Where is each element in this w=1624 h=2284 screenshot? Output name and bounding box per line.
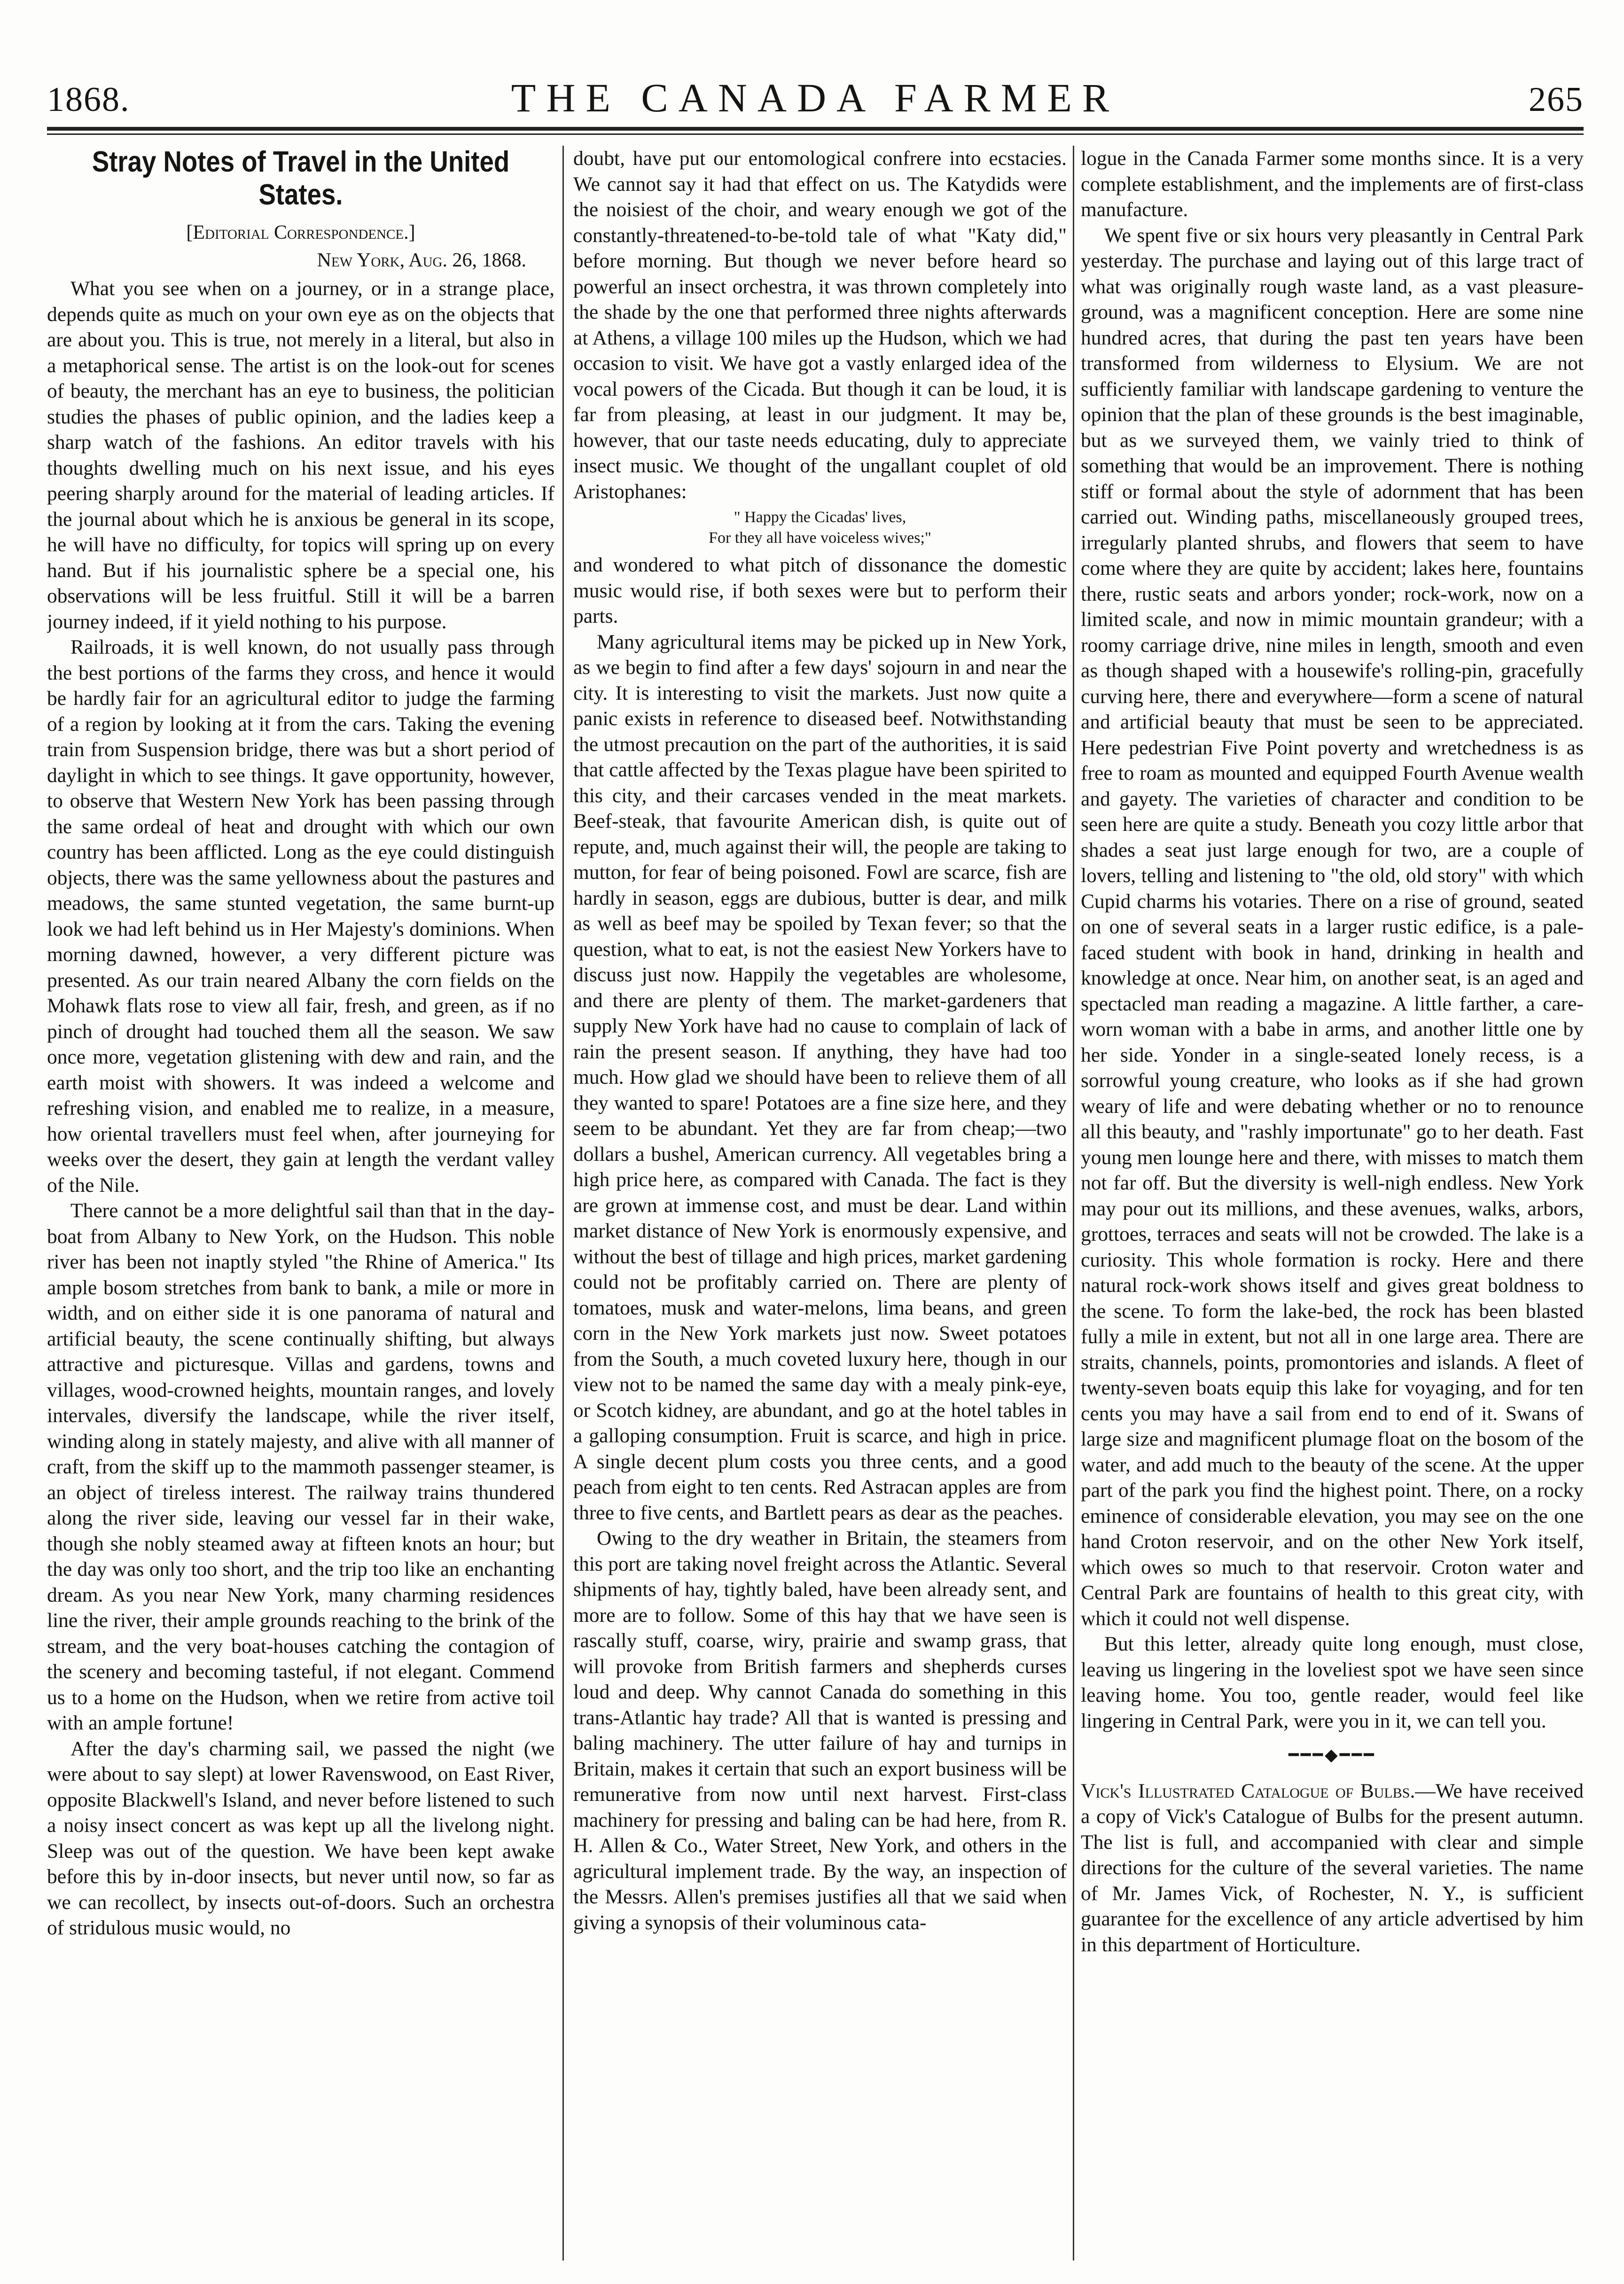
page-header bbox=[47, 70, 1584, 127]
notice-title: Vick's Illustrated Catalogue of Bulbs. bbox=[1081, 1779, 1415, 1802]
column-divider-1 bbox=[562, 146, 564, 2261]
column-3 bbox=[1081, 146, 1584, 2261]
paragraph: Railroads, it is well known, do not usually pass through the best portions of the farms they cross, and hence it would be hardly fair for an agricultural editor to judge the farming of a region by looking at it from the cars. Taking the evening train from Suspension bridge, there was but a short period of daylight in which to see things. It gave opportunity, however, to observe that Western New York has been passing through the same ordeal of heat and drought with which our own country has been afflicted. Long as the eye could distinguish objects, there was the same yellowness about the pastures and meadows, the same stunted vegetation, the same burnt-up look we had left behind us in Her Majesty's dominions. When morning dawned, however, a very different picture was presented. As our train neared Albany the corn fields on the Mohawk flats rose to view all fair, fresh, and green, as if no pinch of drought had touched them all the season. We saw once more, vegetation glistening with dew and rain, and the earth moist with showers. It was indeed a welcome and refreshing vision, and enabled me to realize, in a measure, how oriental travellers must feel when, after journeying for weeks over the desert, they gain at length the verdant valley of the Nile. bbox=[47, 636, 554, 1197]
ornament-divider-icon: ━━━◆━━━ bbox=[1288, 1745, 1376, 1764]
article-byline: [Editorial Correspondence.] bbox=[186, 222, 415, 243]
column-2 bbox=[573, 146, 1067, 2261]
header-rule-thin bbox=[47, 133, 1584, 135]
article-dateline: New York, Aug. 26, 1868. bbox=[317, 249, 526, 271]
paragraph: Owing to the dry weather in Britain, the steamers from this port are taking novel freight across the Atlantic. Several shipments of hay, tightly baled, have been already sent, and more are to follow. Some of this hay that we have seen is rascally stuff, coarse, wiry, prairie and swamp grass, that will provoke from British farmers and shepherds curses loud and deep. Why cannot Canada do something in this trans-Atlantic hay trade? All that is wanted is pressing and baling machinery. The utter failure of hay and turnips in Britain, makes it certain that such an export business will be remunerative from now until next harvest. First-class machinery for pressing and baling can be had here, from R. H. Allen & Co., Water Street, New York, and others in the agricultural implement trade. By the way, an inspection of the Messrs. Allen's premises justifies all that we said when giving a synopsis of their voluminous cata- bbox=[573, 1527, 1067, 1934]
paragraph: What you see when on a journey, or in a strange place, depends quite as much on your own eye as on the objects that are about you. This is true, not merely in a literal, but also in a metaphorical sense. The artist is on the look-out for scenes of beauty, the merchant has an eye to business, the politician studies the phases of public opinion, and the ladies keep a sharp watch of the fashions. An editor travels with his thoughts dwelling much on his next issue, and his eyes peering sharply around for the material of leading articles. If the journal about which he is anxious be general in its scope, he will have no difficulty, for topics will spring up on every hand. But if his journalistic sphere be a special one, his observations will be less fruitful. Still it will be a barren journey indeed, if it yield nothing to his purpose. bbox=[47, 277, 554, 633]
verse-line: " Happy the Cicadas' lives, bbox=[734, 508, 906, 526]
notice-body: —We have received a copy of Vick's Catalogue of Bulbs for the present autumn. The list is full, and accompanied with clear and simple directions for the culture of the several varieties. The name of Mr. James Vick, of Rochester, N. Y., is sufficient guarantee for the excellence of any article advertised by him in this department of Horticulture. bbox=[1081, 1779, 1584, 1956]
article-title: Stray Notes of Travel in the United States. bbox=[92, 146, 510, 211]
paragraph: We spent five or six hours very pleasantly in Central Park yesterday. The purchase and laying out of this large tract of what was originally rough waste land, as a vast pleasure-ground, was a magnificent conception. Here are some nine hundred acres, that during the past ten years have been transformed from wilderness to Elysium. We are not sufficiently familiar with landscape gardening to venture the opinion that the plan of these grounds is the best imaginable, but as we surveyed them, we vainly tried to think of something that would be an improvement. There is nothing stiff or formal about the style of adornment that has been carried out. Winding paths, miscellaneously grouped trees, irregularly planted shrubs, and flowers that seem to have come where they are quite by accident; lakes here, fountains there, rustic seats and arbors yonder; rock-work, now on a limited scale, and now in mimic mountain grandeur; with a roomy carriage drive, nine miles in length, smooth and even as though shaped with a housewife's rolling-pin, gracefully curving here, there and everywhere—form a scene of natural and artificial beauty that must be seen to be appreciated. Here pedestrian Five Point poverty and wretchedness is as free to roam as mounted and equipped Fourth Avenue wealth and gayety. The varieties of character and condition to be seen here are quite a study. Beneath you cozy little arbor that shades a seat just large enough for two, are a couple of lovers, telling and listening to "the old, old story" with which Cupid charms his votaries. There on a rise of ground, seated on one of several seats in a larger rustic edifice, is a pale-faced student with book in hand, drinking in health and knowledge at once. Near him, on another seat, is an aged and spectacled man reading a magazine. A little farther, a care-worn woman with a babe in arms, and another little one by her side. Yonder in a single-seated lonely recess, is a sorrowful young creature, who looks as if she had grown weary of life and were debating whether or no to renounce all this beauty, and "rashly importunate" go to her death. Fast young men lounge here and there, with misses to match them not far off. But the diversity is well-nigh endless. New York may pour out its millions, and these avenues, walks, arbors, grottoes, terraces and seats will not be crowded. The lake is a curiosity. This whole formation is rocky. Here and there natural rock-work shows itself and gives great boldness to the scene. To form the lake-bed, the rock has been blasted fully a mile in extent, but not all in one large area. There are straits, channels, points, promontories and islands. A fleet of twenty-seven boats equip this lake for voyaging, and for ten cents you may have a sail from end to end of it. Swans of large size and magnificent plumage float on the bosom of the water, and add much to the beauty of the scene. At the upper part of the park you find the highest point. There, on a rocky eminence of considerable elevation, you may see on the one hand Croton reservoir, and on the other New York itself, which owes so much to that reservoir. Croton water and Central Park are fountains of health to this great city, with which it could not well dispense. bbox=[1081, 224, 1584, 1630]
paragraph: There cannot be a more delightful sail than that in the day-boat from Albany to New York, on the Hudson. This noble river has been not inaptly styled "the Rhine of America." Its ample bosom stretches from bank to bank, a mile or more in width, and on either side it is one panorama of natural and artificial beauty, the scene continually shifting, but always attractive and picturesque. Villas and gardens, towns and villages, wood-crowned heights, mountain ranges, and lovely intervales, diversify the landscape, while the river itself, winding along in stately majesty, and alive with all manner of craft, from the skiff up to the mammoth passenger steamer, is an object of tireless interest. The railway trains thundered along the river side, leaving our vessel far in their wake, though she nobly steamed away at fifteen knots an hour; but the day was only too short, and the trip too like an enchanting dream. As you near New York, many charming residences line the river, their ample grounds reaching to the brink of the stream, and the very boat-houses catching the contagion of the scenery and becoming tasteful, if not elegant. Commend us to a home on the Hudson, when we retire from active toil with an ample fortune! bbox=[47, 1199, 554, 1734]
header-year: 1868. bbox=[47, 80, 130, 119]
notice-paragraph bbox=[1081, 1778, 1584, 1958]
column-divider-2 bbox=[1073, 146, 1074, 2261]
header-page-number: 265 bbox=[1529, 80, 1584, 119]
paragraph: doubt, have put our entomological confrere into ecstacies. We cannot say it had that effect on us. The Katydids were the noisiest of the choir, and weary enough we got of the constantly-threatened-to-be-told tale of what "Katy did," before morning. But though we never before heard so powerful an insect orchestra, it was thrown completely into the shade by the one that performed three nights afterwards at Athens, a village 100 miles up the Hudson, which we had occasion to visit. We have got a vastly enlarged idea of the vocal powers of the Cicada. But though it can be loud, it is far from pleasing, at least in our judgment. It may be, however, that our taste needs educating, duly to appreciate insect music. We thought of the ungallant couplet of old Aristophanes: bbox=[573, 147, 1067, 503]
paragraph: Many agricultural items may be picked up in New York, as we begin to find after a few days' sojourn in and near the city. It is interesting to visit the markets. Just now quite a panic exists in reference to diseased beef. Notwithstanding the utmost precaution on the part of the authorities, it is said that cattle affected by the Texas plague have been spirited to this city, and their carcases vended in the meat markets. Beef-steak, that favourite American dish, is quite out of repute, and, much against their will, the people are taking to mutton, for fear of being poisoned. Fowl are scarce, fish are hardly in season, eggs are dubious, butter is dear, and milk as well as beef may be spoiled by Texan fever; so that the question, what to eat, is not the easiest New Yorkers have to discuss just now. Happily the vegetables are wholesome, and there are plenty of them. The market-gardeners that supply New York have had no cause to complain of lack of rain the present season. If anything, they have had too much. How glad we should have been to relieve them of all they wanted to spare! Potatoes are a fine size here, and they seem to be abundant. Yet they are far from cheap;—two dollars a bushel, American currency. All vegetables bring a high price here, as compared with Canada. The fact is they are grown at immense cost, and must be dear. Land within market distance of New York is enormously expensive, and without the best of tillage and high prices, market gardening could not be profitably carried on. There are plenty of tomatoes, musk and water-melons, lima beans, and green corn in the New York markets just now. Sweet potatoes from the South, a much coveted luxury here, though in our view not to be named the same day with a mealy pink-eye, or Scotch kidney, are abundant, and go at the hotel tables in a galloping consumption. Fruit is scarce, and high in price. A single decent plum costs you three cents, and a good peach from eight to ten cents. Red Astracan apples are from three to five cents, and Bartlett pears as dear as the peaches. bbox=[573, 630, 1067, 1524]
paragraph: and wondered to what pitch of dissonance the domestic music would rise, if both sexes were but to perform their parts. bbox=[573, 554, 1067, 627]
paragraph: After the day's charming sail, we passed the night (we were about to say slept) at lower Ravenswood, on East River, opposite Blackwell's Island, and never before listened to such a noisy insect concert as was kept up all the livelong night. Sleep was out of the question. We have been kept awake before this by in-door insects, but never until now, so far as we can recollect, by insects out-of-doors. Such an orchestra of stridulous music would, no bbox=[47, 1737, 554, 1939]
verse-quote bbox=[573, 507, 1067, 548]
verse-line: For they all have voiceless wives;" bbox=[709, 529, 931, 547]
column-1 bbox=[47, 146, 554, 2261]
paragraph: But this letter, already quite long enough, must close, leaving us lingering in the loveliest spot we have seen since leaving home. You too, gentle reader, would feel like lingering in Central Park, were you in it, we can tell you. bbox=[1081, 1633, 1584, 1732]
header-rule-thick bbox=[47, 127, 1584, 131]
header-title: THE CANADA FARMER bbox=[511, 75, 1120, 120]
paragraph: logue in the Canada Farmer some months since. It is a very complete establishment, and the implements are of first-class manufacture. bbox=[1081, 147, 1584, 221]
